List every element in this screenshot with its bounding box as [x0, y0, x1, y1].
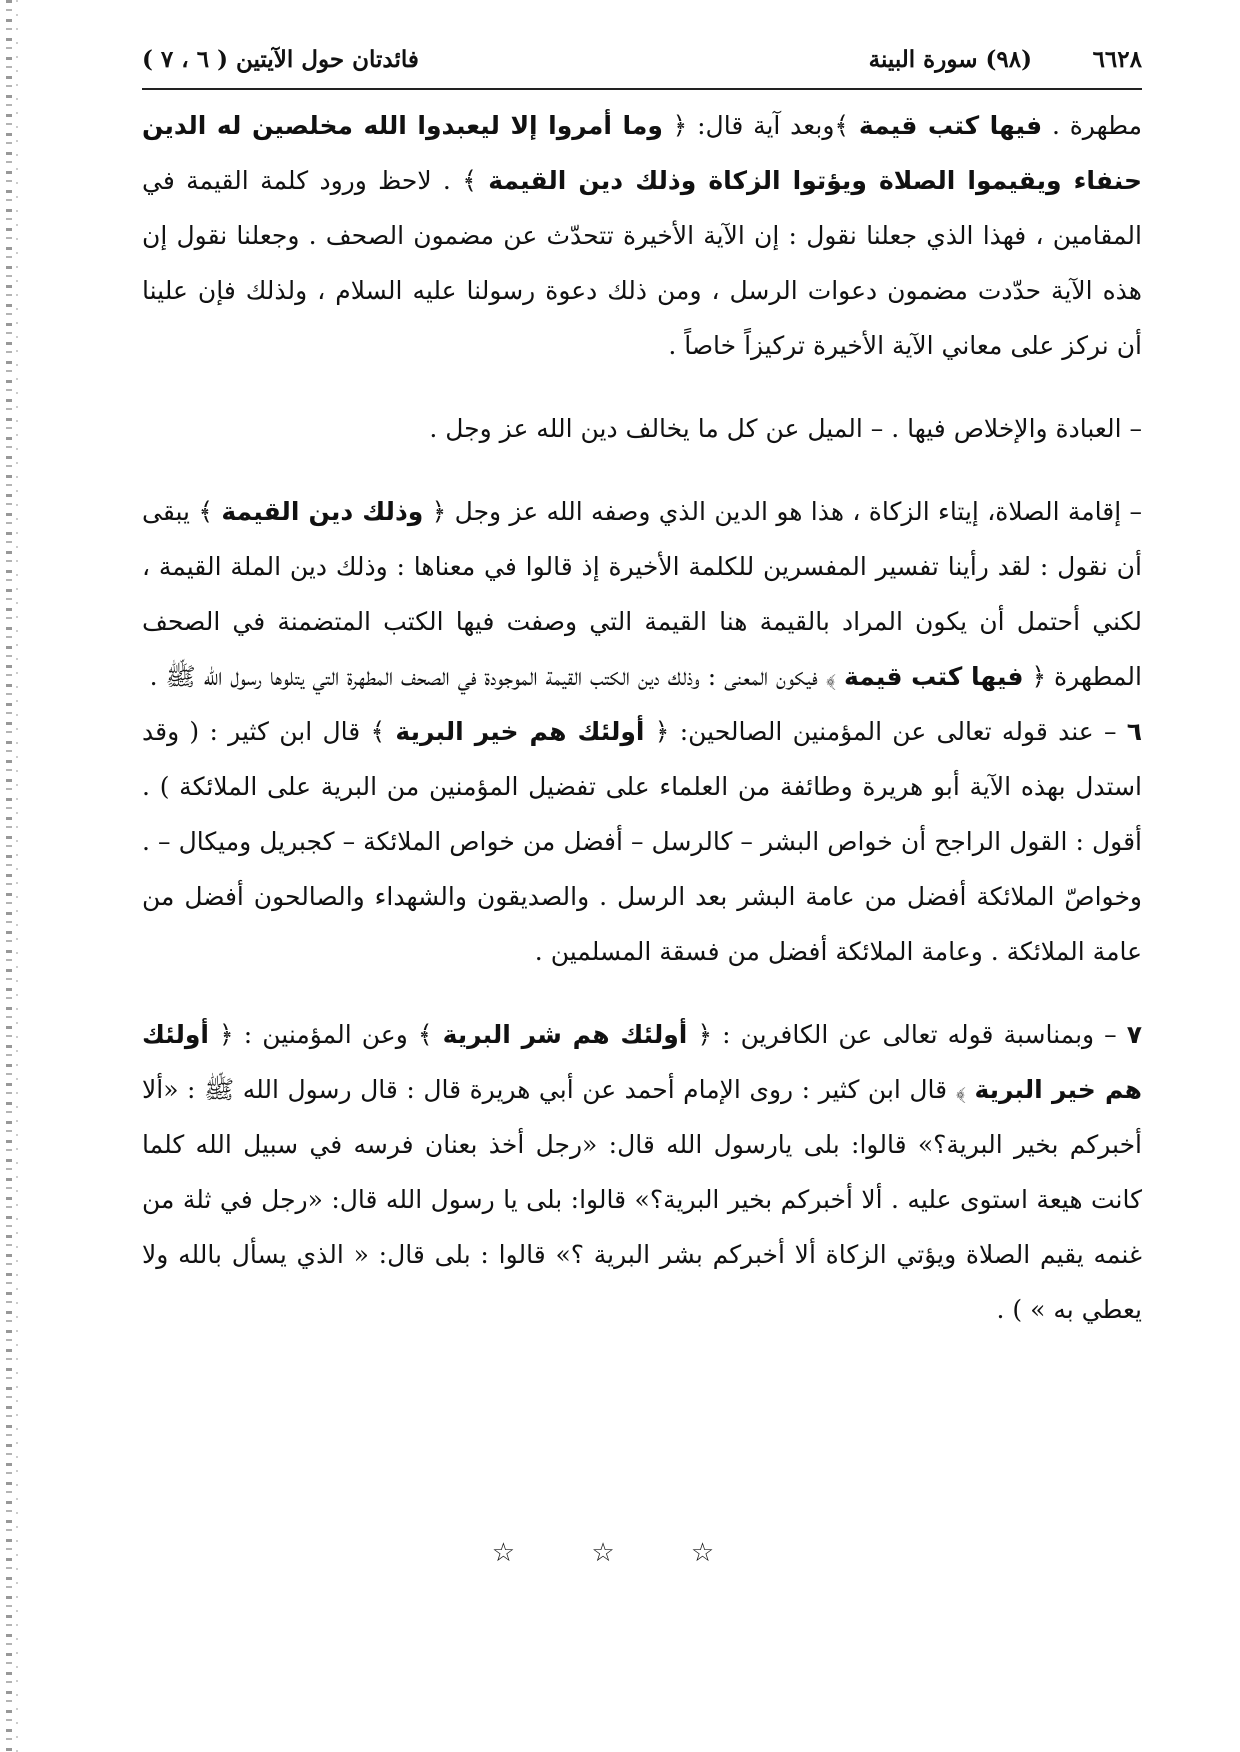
section-end-ornament: ☆ ☆ ☆ [491, 1538, 749, 1568]
text-run: – العبادة والإخلاص فيها . – الميل عن كل ما يخالف دين الله عز وجل . [429, 414, 1142, 443]
text-run: ﴾ وعن المؤمنين : ﴿ [208, 1020, 443, 1049]
text-run: – عند قوله تعالى عن المؤمنين الصالحين: ﴿ [644, 717, 1127, 746]
paragraph [142, 401, 1142, 456]
section-topic: فائدتان حول الآيتين ( ٦ ، ٧ ) [142, 46, 419, 73]
paragraph [142, 484, 1142, 704]
paragraph-gap [142, 456, 1142, 484]
page-header [142, 38, 1142, 90]
text-run: ﴾ يبقى أن نقول : لقد رأينا تفسير المفسرين للكلمة الأخيرة إذ قالوا في معناها : وذلك دين الملة القيمة ، لكني أحتمل أن يكون المراد بالقيمة هنا القيمة التي وصفت فيها الكتب المتضمنة في الصحف المطهرة ﴿ [142, 497, 1142, 691]
quran-quote: وما أمروا إلا ليعبدوا الله مخلصين له الدين حنفاء ويقيموا الصلاة ويؤتوا الزكاة وذلك دين القيمة [142, 111, 1142, 195]
text-run: ﴾ قال ابن كثير : روى الإمام أحمد عن أبي هريرة قال : قال رسول الله ﷺ : «ألا أخبركم بخير البرية؟» قالوا: بلى يارسول الله قال: «رجل أخذ بعنان فرسه في سبيل الله كلما كانت هيعة استوى عليه . ألا أخبركم بخير البرية؟» قالوا: بلى يا رسول الله قال: «رجل في ثلة من غنمه يقيم الصلاة ويؤتي الزكاة ألا أخبركم بشر البرية ؟» قالوا : بلى قال: « الذي يسأل بالله ولا يعطي به » ) . [142, 1075, 1142, 1324]
page-body [142, 98, 1142, 1337]
paragraph-gap [142, 979, 1142, 1007]
quran-quote: ٧ [1126, 1020, 1142, 1049]
quran-quote: وذلك دين القيمة [221, 497, 424, 526]
text-run: – إقامة الصلاة، إيتاء الزكاة ، هذا هو الدين الذي وصفه الله عز وجل ﴿ [423, 497, 1143, 526]
scan-edge-inner [16, 0, 18, 1752]
text-run: – وبمناسبة قوله تعالى عن الكافرين : ﴿ [687, 1020, 1127, 1049]
quran-quote: فيها كتب قيمة [858, 111, 1043, 140]
text-run: ﴾ فيكون المعنى : وذلك دين الكتب القيمة الموجودة في الصحف المطهرة التي يتلوها رسول الله ﷺ . [149, 662, 844, 691]
quran-quote: أولئك هم خير البرية [142, 1020, 1142, 1104]
text-run: ﴾ قال ابن كثير : ( وقد استدل بهذه الآية أبو هريرة وطائفة من العلماء على تفضيل المؤمنين من البرية على الملائكة ) . أقول : القول الراجح أن خواص البشر – كالرسل – أفضل من خواص الملائكة – كجبريل وميكال – . وخواصّ الملائكة أفضل من عامة البشر بعد الرسل . والصديقون والشهداء والصالحون أفضل من عامة الملائكة . وعامة الملائكة أفضل من فسقة المسلمين . [142, 717, 1142, 966]
paragraph [142, 98, 1142, 373]
quran-quote: أولئك هم شر البرية [442, 1020, 688, 1049]
text-run: ﴾وبعد آية قال: ﴿ [662, 111, 859, 140]
paragraph-gap [142, 373, 1142, 401]
sura-title: (٩٨) سورة البينة [868, 46, 1032, 73]
text-run: ﴾ . لاحظ ورود كلمة القيمة في المقامين ، فهذا الذي جعلنا نقول : إن الآية الأخيرة تتحدّث عن مضمون الصحف . وجعلنا نقول إن هذه الآية حدّدت مضمون دعوات الرسل ، ومن ذلك دعوة رسولنا عليه السلام ، ولذلك فإن علينا أن نركز على معاني الآية الأخيرة تركيزاً خاصاً . [142, 166, 1142, 360]
quran-quote: أولئك هم خير البرية [395, 717, 645, 746]
quran-quote: فيها كتب قيمة [843, 662, 1024, 691]
paragraph [142, 704, 1142, 979]
quran-quote: ٦ [1126, 717, 1142, 746]
paragraph [142, 1007, 1142, 1337]
page-number: ٦٦٢٨ [1092, 46, 1142, 73]
text-run: مطهرة . [1042, 111, 1143, 140]
scan-edge [6, 0, 12, 1752]
